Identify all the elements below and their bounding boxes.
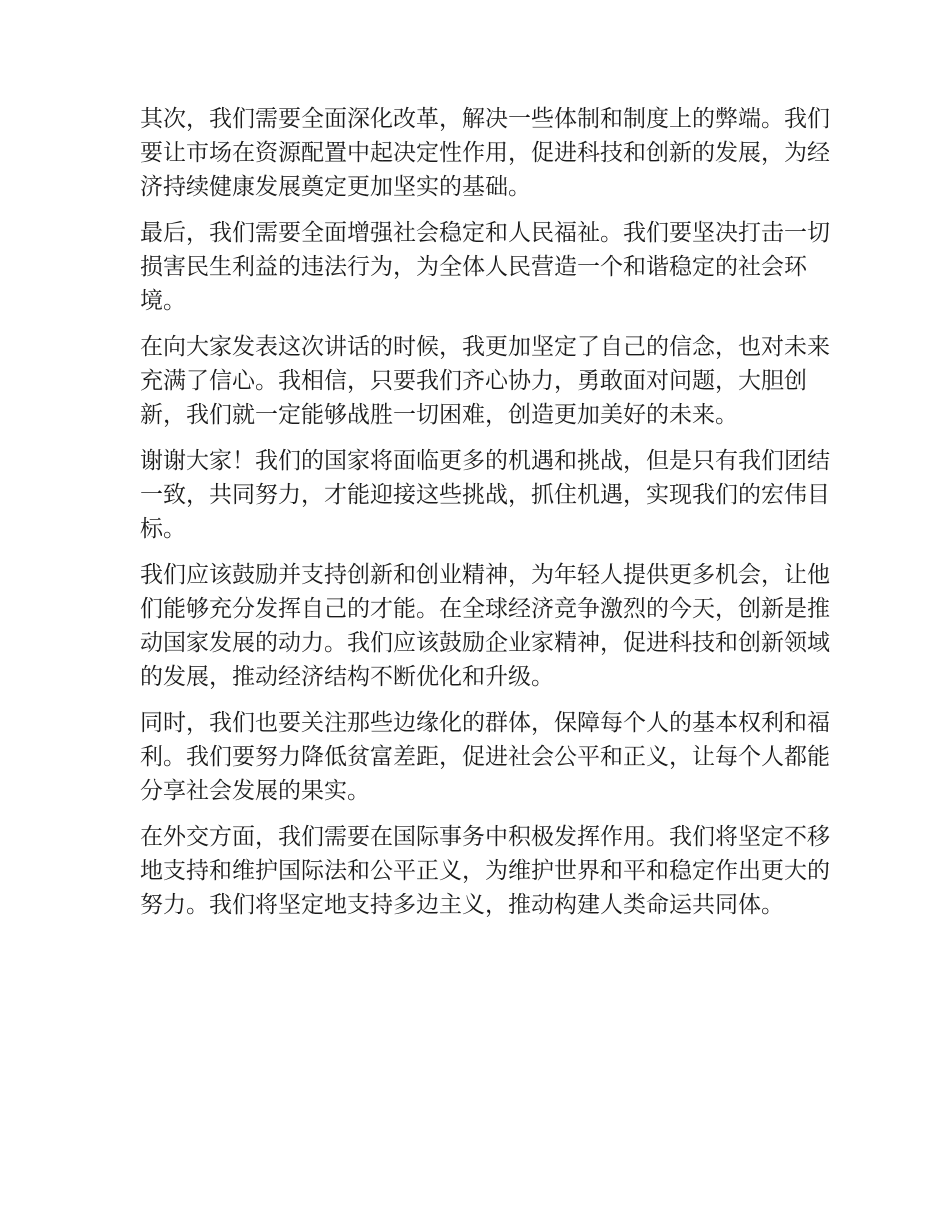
paragraph-thanks: 谢谢大家！我们的国家将面临更多的机遇和挑战，但是只有我们团结一致，共同努力，才能迎接这些挑战，抓住机遇，实现我们的宏伟目标。 xyxy=(140,448,830,542)
paragraph-confidence: 在向大家发表这次讲话的时候，我更加坚定了自己的信念，也对未来充满了信心。我相信，只要我们齐心协力，勇敢面对问题，大胆创新，我们就一定能够战胜一切困难，创造更加美好的未来。 xyxy=(140,334,830,428)
document-body xyxy=(140,102,830,934)
paragraph-reform: 其次，我们需要全面深化改革，解决一些体制和制度上的弊端。我们要让市场在资源配置中起决定性作用，促进科技和创新的发展，为经济持续健康发展奠定更加坚实的基础。 xyxy=(140,106,830,200)
paragraph-social-stability: 最后，我们需要全面增强社会稳定和人民福祉。我们要坚决打击一切损害民生利益的违法行为，为全体人民营造一个和谐稳定的社会环境。 xyxy=(140,220,830,314)
paragraph-marginalized-groups: 同时，我们也要关注那些边缘化的群体，保障每个人的基本权利和福利。我们要努力降低贫富差距，促进社会公平和正义，让每个人都能分享社会发展的果实。 xyxy=(140,710,830,804)
paragraph-foreign-affairs: 在外交方面，我们需要在国际事务中积极发挥作用。我们将坚定不移地支持和维护国际法和公平正义，为维护世界和平和稳定作出更大的努力。我们将坚定地支持多边主义，推动构建人类命运共同体。 xyxy=(140,824,830,918)
paragraph-innovation: 我们应该鼓励并支持创新和创业精神，为年轻人提供更多机会，让他们能够充分发挥自己的才能。在全球经济竞争激烈的今天，创新是推动国家发展的动力。我们应该鼓励企业家精神，促进科技和创新领域的发展，推动经济结构不断优化和升级。 xyxy=(140,562,830,690)
